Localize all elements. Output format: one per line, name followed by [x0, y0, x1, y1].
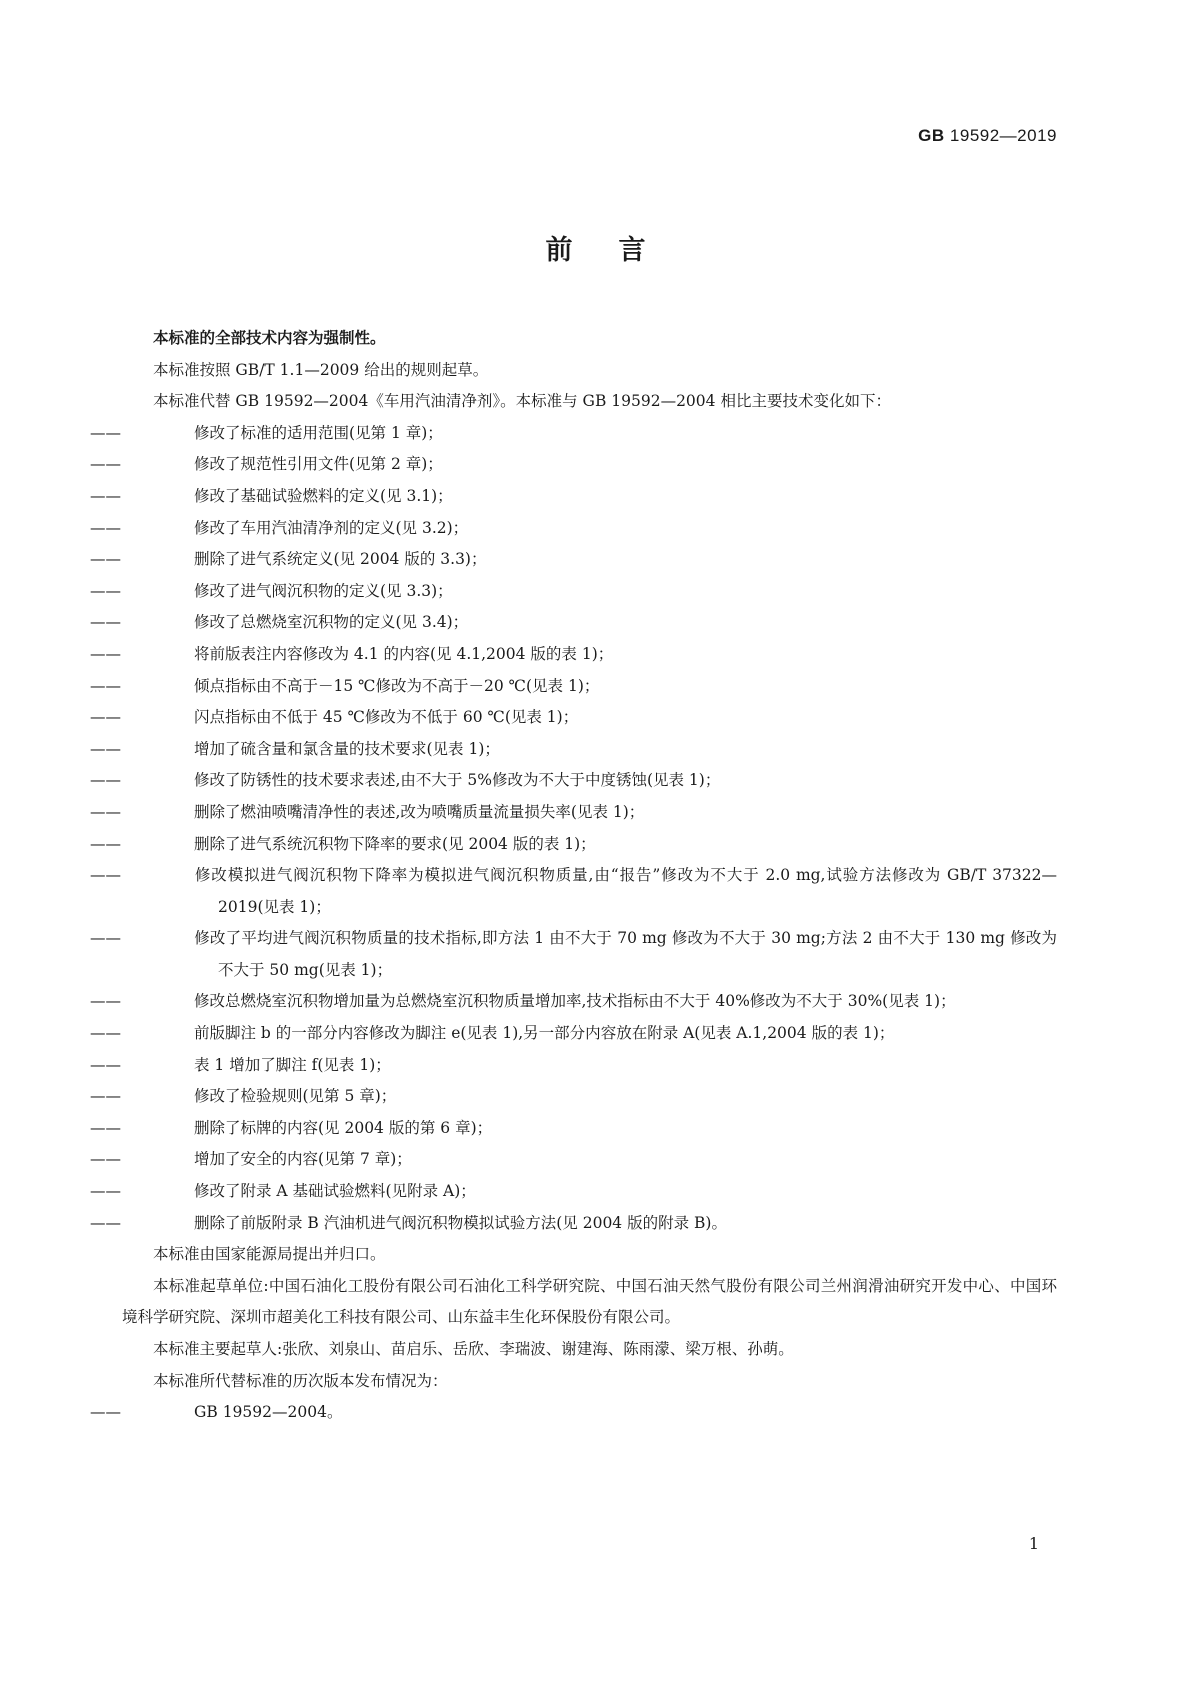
change-list	[90, 418, 1057, 1239]
list-item: —— 修改了总燃烧室沉积物的定义(见 3.4)；	[90, 613, 469, 632]
list-item: —— 闪点指标由不低于 45 ℃修改为不低于 60 ℃(见表 1)；	[90, 708, 579, 727]
list-item: —— 删除了标牌的内容(见 2004 版的第 6 章)；	[90, 1118, 493, 1137]
document-body	[90, 323, 1057, 1429]
list-item: —— 删除了进气系统定义(见 2004 版的 3.3)；	[90, 550, 487, 569]
main-drafters: 本标准主要起草人:张欣、刘泉山、苗启乐、岳欣、李瑞波、谢建海、陈雨濛、梁万根、孙萌。	[153, 1340, 794, 1358]
replacement-statement: 本标准代替 GB 19592—2004《车用汽油清净剂》。本标准与 GB 19592—2004 相比主要技术变化如下：	[153, 392, 891, 411]
list-item: —— 倾点指标由不高于－15 ℃修改为不高于－20 ℃(见表 1)；	[90, 676, 600, 695]
page-title: 前言	[545, 235, 692, 266]
proposer-statement: 本标准由国家能源局提出并归口。	[153, 1245, 386, 1264]
drafting-rule: 本标准按照 GB/T 1.1—2009 给出的规则起草。	[153, 360, 489, 379]
drafting-units: 本标准起草单位:中国石油化工股份有限公司石油化工科学研究院、中国石油天然气股份有限公司兰州润滑油研究开发中心、中国环境科学研究院、深圳市超美化工科技有限公司、山东益丰生化环保股份有限公司。	[122, 1276, 1057, 1327]
standard-number: 19592—2019	[949, 126, 1057, 145]
list-item: —— 将前版表注内容修改为 4.1 的内容(见 4.1,2004 版的表 1)；	[90, 644, 614, 663]
list-item: —— 修改了规范性引用文件(见第 2 章)；	[90, 455, 443, 474]
list-item: —— 修改了基础试验燃料的定义(见 3.1)；	[90, 486, 453, 505]
list-item: —— 修改了进气阀沉积物的定义(见 3.3)；	[90, 581, 453, 600]
history-item: —— GB 19592—2004。	[90, 1403, 343, 1422]
standard-prefix: GB	[918, 126, 945, 145]
list-item: —— 删除了前版附录 B 汽油机进气阀沉积物模拟试验方法(见 2004 版的附录 B)。	[90, 1213, 727, 1232]
list-item: —— 修改了车用汽油清净剂的定义(见 3.2)；	[90, 518, 469, 537]
history-intro: 本标准所代替标准的历次版本发布情况为：	[153, 1371, 448, 1390]
list-item: —— 增加了硫含量和氯含量的技术要求(见表 1)；	[90, 739, 500, 758]
list-item: —— 修改了平均进气阀沉积物质量的技术指标,即方法 1 由不大于 70 mg 修改为不大于 30 mg;方法 2 由不大于 130 mg 修改为不大于 50 mg(见表 1)；	[90, 929, 1057, 979]
list-item: —— 删除了进气系统沉积物下降率的要求(见 2004 版的表 1)；	[90, 834, 596, 853]
standard-code	[918, 126, 1057, 146]
page-number: 1	[1028, 1534, 1039, 1553]
list-item: —— 表 1 增加了脚注 f(见表 1)；	[90, 1055, 391, 1074]
list-item: —— 修改了标准的适用范围(见第 1 章)；	[90, 423, 443, 442]
list-item: —— 增加了安全的内容(见第 7 章)；	[90, 1150, 412, 1169]
list-item: —— 修改总燃烧室沉积物增加量为总燃烧室沉积物质量增加率,技术指标由不大于 40%修改为不大于 30%(见表 1)；	[90, 992, 956, 1011]
mandatory-statement: 本标准的全部技术内容为强制性。	[153, 329, 386, 347]
list-item: —— 修改了检验规则(见第 5 章)；	[90, 1087, 397, 1106]
list-item: —— 修改了防锈性的技术要求表述,由不大于 5%修改为不大于中度锈蚀(见表 1)；	[90, 771, 721, 790]
list-item: —— 前版脚注 b 的一部分内容修改为脚注 e(见表 1),另一部分内容放在附录 A(见表 A.1,2004 版的表 1)；	[90, 1024, 895, 1043]
list-item: —— 删除了燃油喷嘴清净性的表述,改为喷嘴质量流量损失率(见表 1)；	[90, 802, 645, 821]
list-item: —— 修改了附录 A 基础试验燃料(见附录 A)；	[90, 1182, 476, 1201]
list-item: —— 修改模拟进气阀沉积物下降率为模拟进气阀沉积物质量,由“报告”修改为不大于 2.0 mg,试验方法修改为 GB/T 37322—2019(见表 1)；	[90, 866, 1057, 916]
